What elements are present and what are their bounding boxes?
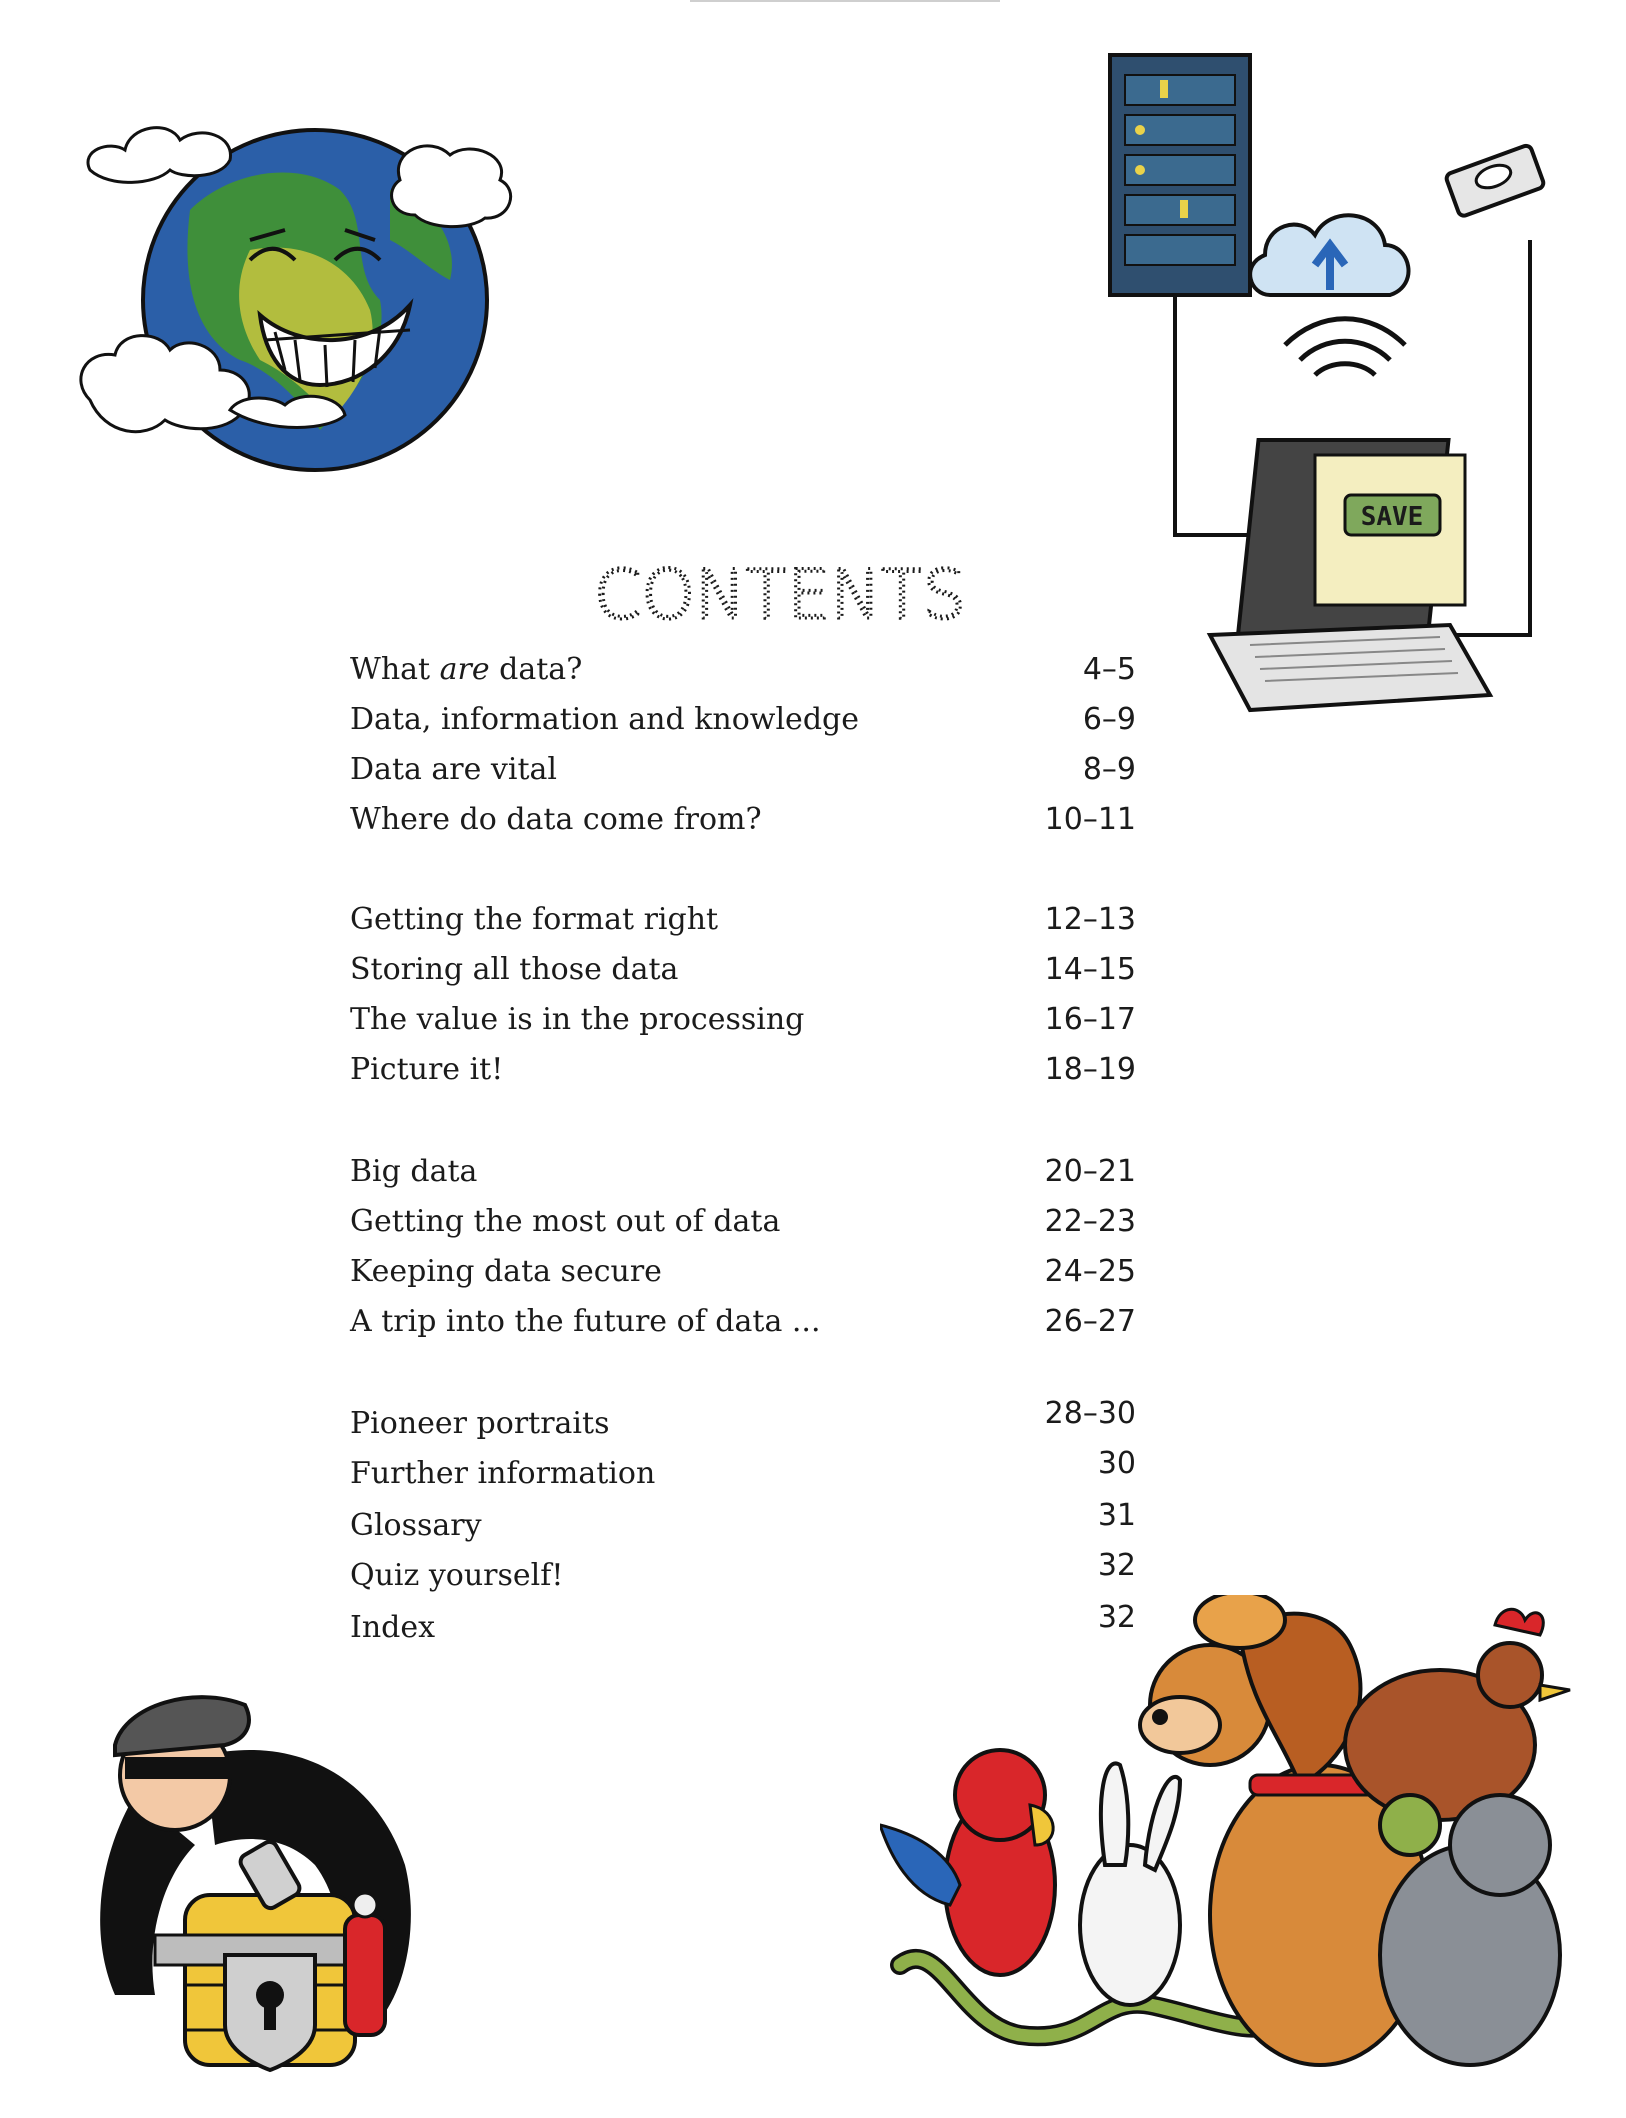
toc-entry-pages: 28–30 xyxy=(1044,1396,1136,1431)
toc-entry[interactable] xyxy=(350,745,1136,795)
toc-entry-pages: 8–9 xyxy=(1082,752,1136,787)
toc-entry[interactable] xyxy=(350,1147,1136,1197)
save-screen-label: SAVE xyxy=(1360,502,1424,532)
toc-entry-label: Pioneer portraits xyxy=(350,1406,610,1441)
toc-entry[interactable] xyxy=(350,895,1136,945)
toc-entry-label: A trip into the future of data ... xyxy=(350,1304,821,1339)
toc-entry[interactable] xyxy=(350,645,1136,695)
toc-entry-pages: 24–25 xyxy=(1044,1254,1136,1289)
toc-entry-pages: 26–27 xyxy=(1044,1304,1136,1339)
toc-entry-label: What are data? xyxy=(350,652,583,687)
toc-entry[interactable] xyxy=(350,1446,1136,1499)
toc-entry-label: Big data xyxy=(350,1154,478,1189)
toc-entry[interactable] xyxy=(350,1498,1136,1551)
toc-entry-label: Getting the format right xyxy=(350,902,719,937)
toc-entry[interactable] xyxy=(350,1396,1136,1449)
toc-entry-label: Data are vital xyxy=(350,752,558,787)
page-title xyxy=(560,540,1000,650)
toc-entry-label: Quiz yourself! xyxy=(350,1558,564,1593)
server-cloud-laptop-illustration xyxy=(1090,45,1560,725)
toc-entry-label: Index xyxy=(350,1610,436,1645)
data-thief-illustration xyxy=(45,1665,465,2085)
toc-entry-pages: 30 xyxy=(1097,1446,1136,1481)
toc-entry[interactable] xyxy=(350,945,1136,995)
page-top-edge xyxy=(690,0,1000,2)
smiling-earth-illustration xyxy=(70,100,560,490)
toc-entry-pages: 32 xyxy=(1097,1548,1136,1583)
toc-entry[interactable] xyxy=(350,1045,1136,1095)
toc-entry-pages: 22–23 xyxy=(1044,1204,1136,1239)
toc-entry[interactable] xyxy=(350,1247,1136,1297)
animals-group-illustration xyxy=(880,1595,1580,2095)
toc-entry-pages: 18–19 xyxy=(1044,1052,1136,1087)
toc-entry-pages: 6–9 xyxy=(1082,702,1136,737)
toc-entry-label: Keeping data secure xyxy=(350,1254,662,1289)
toc-entry[interactable] xyxy=(350,995,1136,1045)
toc-entry-pages: 10–11 xyxy=(1044,802,1136,837)
toc-entry[interactable] xyxy=(350,795,1136,845)
page-title-text: CONTENTS xyxy=(594,556,966,635)
toc-entry-pages: 31 xyxy=(1097,1498,1136,1533)
toc-entry-label: Getting the most out of data xyxy=(350,1204,781,1239)
toc-entry-label: Glossary xyxy=(350,1508,482,1543)
toc-entry[interactable] xyxy=(350,695,1136,745)
toc-entry-label: Data, information and knowledge xyxy=(350,702,859,737)
toc-entry-pages: 20–21 xyxy=(1044,1154,1136,1189)
toc-entry-label: Where do data come from? xyxy=(350,802,762,837)
toc-entry-pages: 12–13 xyxy=(1044,902,1136,937)
toc-entry-label: The value is in the processing xyxy=(350,1002,805,1037)
toc-entry-pages: 4–5 xyxy=(1082,652,1136,687)
toc-entry-label: Further information xyxy=(350,1456,656,1491)
toc-entry-pages: 14–15 xyxy=(1044,952,1136,987)
toc-entry[interactable] xyxy=(350,1297,1136,1347)
toc-entry-pages: 16–17 xyxy=(1044,1002,1136,1037)
toc-entry-label: Picture it! xyxy=(350,1052,504,1087)
toc-entry-pages: 32 xyxy=(1097,1600,1136,1635)
toc-entry[interactable] xyxy=(350,1197,1136,1247)
toc-entry-label: Storing all those data xyxy=(350,952,679,987)
toc-entry[interactable] xyxy=(350,1548,1136,1601)
